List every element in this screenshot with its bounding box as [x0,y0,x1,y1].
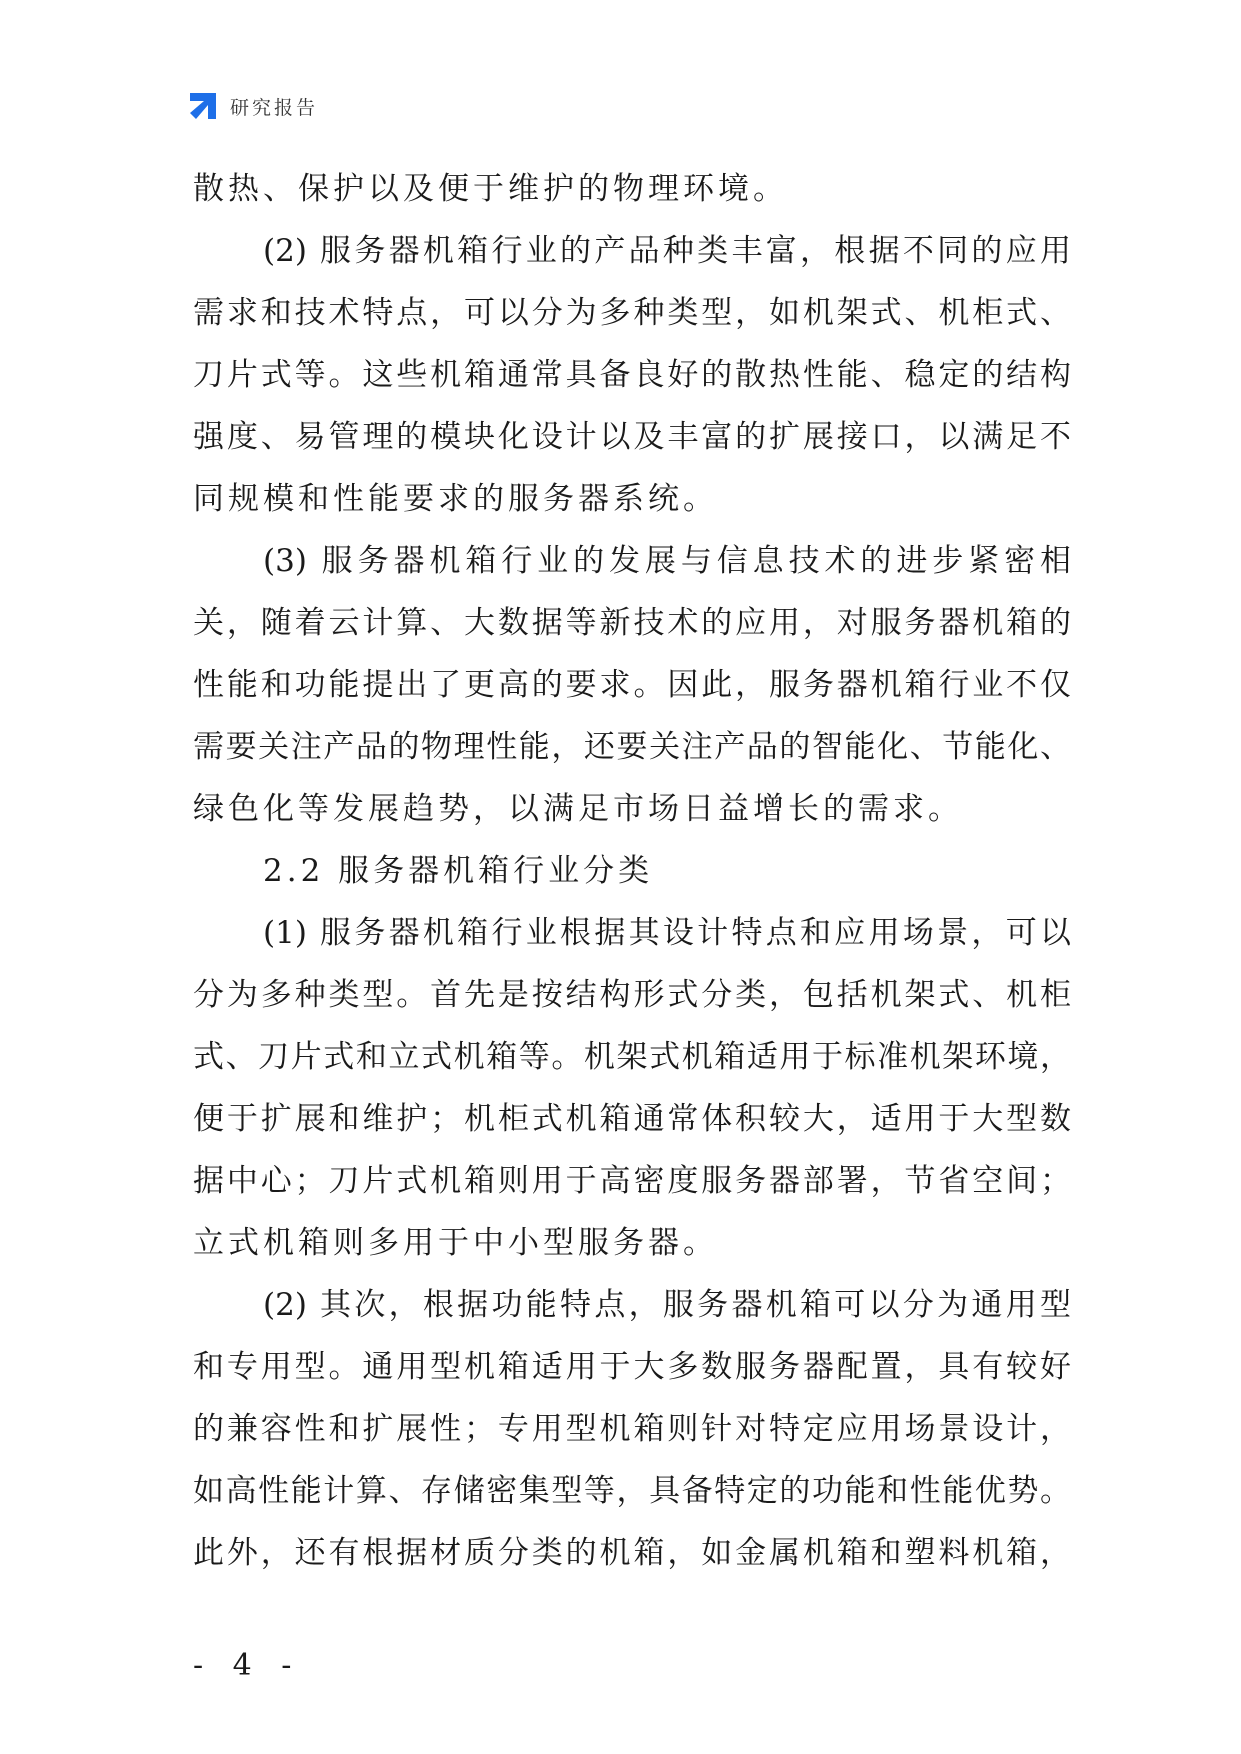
paragraph-line: 散热、保护以及便于维护的物理环境。 [193,171,788,207]
paragraph-line: 便于扩展和维护；机柜式机箱通常体积较大，适用于大型数 [193,1101,1071,1137]
paragraph-line: 此外，还有根据材质分类的机箱，如金属机箱和塑料机箱， [193,1535,1071,1571]
page-number: - 4 - [193,1648,302,1683]
document-body [193,158,1071,1584]
paragraph-line: 刀片式等。这些机箱通常具备良好的散热性能、稳定的结构 [193,357,1071,393]
arrow-logo-icon [188,91,218,121]
paragraph-line: 的兼容性和扩展性；专用型机箱则针对特定应用场景设计， [193,1411,1071,1447]
paragraph-line: 同规模和性能要求的服务器系统。 [193,481,718,517]
paragraph-line: 式、刀片式和立式机箱等。机架式机箱适用于标准机架环境， [193,1039,1071,1075]
paragraph-line: 需要关注产品的物理性能，还要关注产品的智能化、节能化、 [193,729,1071,765]
page-header [188,88,318,124]
paragraph-line: 据中心；刀片式机箱则用于高密度服务器部署，节省空间； [193,1163,1071,1199]
header-title: 研究报告 [230,96,319,119]
paragraph-line: 立式机箱则多用于中小型服务器。 [193,1225,718,1261]
paragraph-line: 和专用型。通用型机箱适用于大多数服务器配置，具有较好 [193,1349,1071,1385]
paragraph-line: 分为多种类型。首先是按结构形式分类，包括机架式、机柜 [193,977,1071,1013]
paragraph-line: 需求和技术特点，可以分为多种类型，如机架式、机柜式、 [193,295,1071,331]
paragraph-line: 如高性能计算、存储密集型等，具备特定的功能和性能优势。 [193,1473,1071,1509]
paragraph-line: 强度、易管理的模块化设计以及丰富的扩展接口，以满足不 [193,419,1071,455]
paragraph-line: 性能和功能提出了更高的要求。因此，服务器机箱行业不仅 [193,667,1071,703]
section-heading: 2.2 服务器机箱行业分类 [263,853,654,889]
paragraph-line: (2) 其次，根据功能特点，服务器机箱可以分为通用型 [263,1287,1071,1323]
paragraph-line: (2) 服务器机箱行业的产品种类丰富，根据不同的应用 [263,233,1071,269]
paragraph-line: 关，随着云计算、大数据等新技术的应用，对服务器机箱的 [193,605,1071,641]
paragraph-line: 绿色化等发展趋势，以满足市场日益增长的需求。 [193,791,963,827]
paragraph-line: (1) 服务器机箱行业根据其设计特点和应用场景，可以 [263,915,1071,951]
paragraph-line: (3) 服务器机箱行业的发展与信息技术的进步紧密相 [263,543,1071,579]
